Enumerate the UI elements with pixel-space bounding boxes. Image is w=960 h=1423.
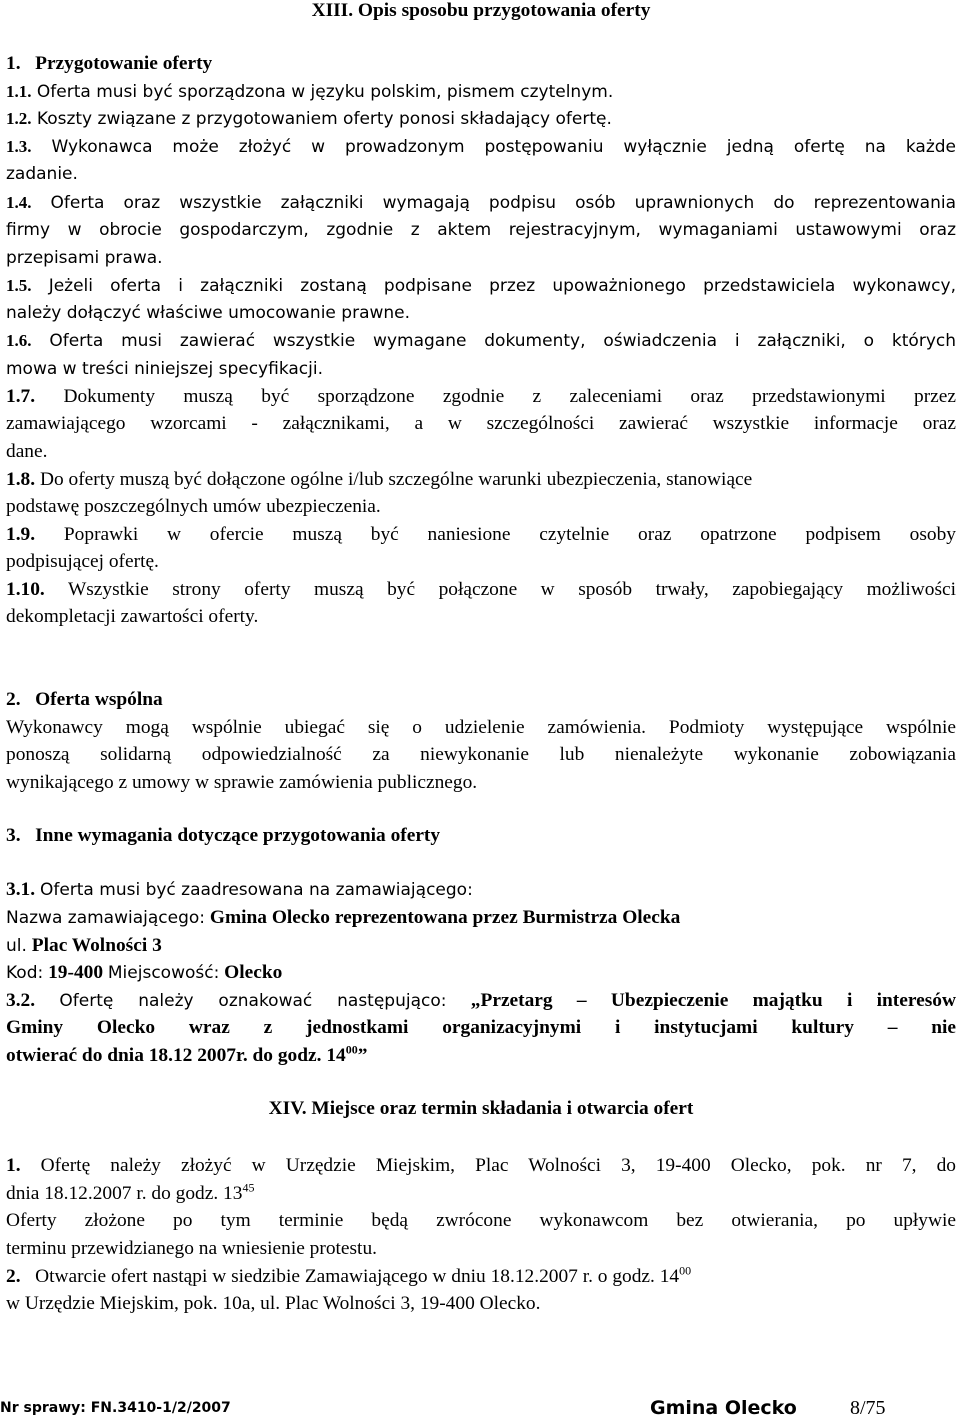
heading-text: Inne wymagania dotyczące przygotowania oferty bbox=[35, 825, 441, 846]
paragraph-1-4-line-1 bbox=[6, 191, 956, 215]
opening-minutes: 00 bbox=[679, 1263, 692, 1278]
case-label: Nr sprawy: bbox=[0, 1400, 86, 1416]
xiv-paragraph-1-line-1 bbox=[6, 1154, 956, 1178]
item-number: 1.1. bbox=[6, 82, 32, 101]
item-number: 1.6. bbox=[6, 331, 32, 350]
item-number: 1.2. bbox=[6, 109, 32, 128]
item-number: 2. bbox=[6, 1266, 21, 1287]
xiv-paragraph-2-line-1 bbox=[6, 1265, 956, 1289]
item-text: Poprawki w ofercie muszą być naniesione czytelnie oraz opatrzone podpisem osoby bbox=[63, 524, 956, 545]
xiv-paragraph-1-line-3: Oferty złożone po tym terminie będą zwrócone wykonawcom bez otwierania, po upływie bbox=[6, 1210, 956, 1231]
closing-quote: ” bbox=[357, 1045, 368, 1066]
xiv-paragraph-2-line-2: w Urzędzie Miejskim, pok. 10a, ul. Plac Wolności 3, 19-400 Olecko. bbox=[6, 1293, 541, 1314]
section-2-heading bbox=[6, 688, 163, 712]
recipient-street-value: Plac Wolności 3 bbox=[31, 935, 162, 956]
paragraph-1-7-line-2: zamawiającego wzorcami - załącznikami, a w szczególności zawierać wszystkie informacje oraz bbox=[6, 413, 956, 434]
section-title-xiii: XIII. Opis sposobu przygotowania oferty bbox=[311, 0, 651, 21]
recipient-name-label: Nazwa zamawiającego: bbox=[6, 908, 206, 928]
item-text: Oferta musi być zaadresowana na zamawiającego: bbox=[39, 880, 473, 900]
heading-number: 3. bbox=[6, 825, 21, 846]
paragraph-1-10-line-1 bbox=[6, 578, 956, 602]
xiv-paragraph-1-line-4: terminu przewidzianego na wniesienie protestu. bbox=[6, 1238, 377, 1259]
item-number: 1.4. bbox=[6, 193, 32, 212]
paragraph-1-8-line-2: podstawę poszczególnych umów ubezpieczenia. bbox=[6, 496, 381, 517]
item-text: Oferta musi być sporządzona w języku polskim, pismem czytelnym. bbox=[36, 82, 614, 102]
paragraph-1-9-line-1 bbox=[6, 523, 956, 547]
item-text: Ofertę należy oznakować następująco: bbox=[59, 991, 447, 1011]
item-text: Ofertę należy złożyć w Urzędzie Miejskim, Plac Wolności 3, 19-400 Olecko, pok. nr 7, do bbox=[40, 1155, 956, 1176]
paragraph-3-1 bbox=[6, 878, 473, 902]
item-number: 3.1. bbox=[6, 879, 36, 900]
paragraph-1-3-line-2: zadanie. bbox=[6, 164, 78, 184]
item-text: Oferta oraz wszystkie załączniki wymagają podpisu osób uprawnionych do reprezentowania bbox=[50, 193, 956, 213]
deadline-minutes: 00 bbox=[345, 1042, 358, 1057]
section-2-line-3: wynikającego z umowy w sprawie zamówienia publicznego. bbox=[6, 772, 478, 793]
paragraph-1-8-line-1 bbox=[6, 468, 956, 492]
section-1-heading bbox=[6, 52, 212, 76]
postal-code-label: Kod: bbox=[6, 963, 44, 983]
paragraph-1-10-line-2: dekompletacji zawartości oferty. bbox=[6, 606, 259, 627]
label-text-bold: „Przetarg – Ubezpieczenie majątku i interesów bbox=[470, 990, 956, 1011]
case-value: FN.3410-1/2/2007 bbox=[90, 1400, 231, 1416]
item-text: Jeżeli oferta i załączniki zostaną podpisane przez upoważnionego przedstawiciela wykonawcy, bbox=[48, 276, 956, 296]
xiv-paragraph-1-line-2 bbox=[6, 1182, 254, 1206]
paragraph-1-5-line-2: należy dołączyć właściwe umocowanie prawne. bbox=[6, 303, 411, 323]
item-text: Dokumenty muszą być sporządzone zgodnie z zaleceniami oraz przedstawionymi przez bbox=[63, 386, 957, 407]
paragraph-1-3-line-1 bbox=[6, 135, 956, 159]
item-number: 1.5. bbox=[6, 276, 32, 295]
paragraph-1-4-line-2: firmy w obrocie gospodarczym, zgodnie z aktem rejestracyjnym, wymaganiami ustawowymi oraz bbox=[6, 220, 956, 240]
item-number: 1.10. bbox=[6, 579, 45, 600]
item-number: 3.2. bbox=[6, 990, 36, 1011]
paragraph-1-7-line-3: dane. bbox=[6, 441, 48, 462]
heading-text: Oferta wspólna bbox=[35, 689, 163, 710]
submission-minutes: 45 bbox=[242, 1180, 255, 1195]
paragraph-1-6-line-1 bbox=[6, 329, 956, 353]
paragraph-3-2-line-2: Gminy Olecko wraz z jednostkami organizacyjnymi i instytucjami kultury – nie bbox=[6, 1017, 956, 1038]
recipient-city-row bbox=[6, 961, 282, 985]
section-2-line-1: Wykonawcy mogą wspólnie ubiegać się o udzielenie zamówienia. Podmioty występujące wspólnie bbox=[6, 717, 956, 738]
item-text: Oferta musi zawierać wszystkie wymagane dokumenty, oświadczenia i załączniki, o których bbox=[49, 331, 956, 351]
item-number: 1. bbox=[6, 1155, 21, 1176]
submission-deadline: dnia 18.12.2007 r. do godz. 13 bbox=[6, 1183, 243, 1204]
section-3-heading bbox=[6, 824, 440, 848]
paragraph-1-7-line-1 bbox=[6, 385, 956, 409]
footer-case-number bbox=[0, 1396, 231, 1420]
paragraph-3-2-line-1 bbox=[6, 989, 956, 1013]
paragraph-1-6-line-2: mowa w treści niniejszej specyfikacji. bbox=[6, 359, 323, 379]
paragraph-1-1 bbox=[6, 80, 613, 104]
item-number: 1.3. bbox=[6, 137, 32, 156]
city-label: Miejscowość: bbox=[107, 963, 220, 983]
deadline-text: otwierać do dnia 18.12 2007r. do godz. 14 bbox=[6, 1045, 346, 1066]
postal-code-value: 19-400 bbox=[48, 962, 104, 983]
city-value: Olecko bbox=[224, 962, 283, 983]
footer-page-number: 8/75 bbox=[850, 1397, 886, 1419]
item-text: Wszystkie strony oferty muszą być połączone w sposób trwały, zapobiegający możliwości bbox=[67, 579, 957, 600]
paragraph-1-5-line-1 bbox=[6, 274, 956, 298]
paragraph-1-9-line-2: podpisującej ofertę. bbox=[6, 551, 159, 572]
recipient-name-value: Gmina Olecko reprezentowana przez Burmistrza Olecka bbox=[209, 907, 681, 928]
item-text: Otwarcie ofert nastąpi w siedzibie Zamawiającego w dniu 18.12.2007 r. o godz. 14 bbox=[35, 1266, 680, 1287]
item-text: Koszty związane z przygotowaniem oferty ponosi składający ofertę. bbox=[36, 109, 612, 129]
item-number: 1.8. bbox=[6, 469, 36, 490]
footer-organization: Gmina Olecko bbox=[650, 1397, 797, 1419]
item-number: 1.7. bbox=[6, 386, 36, 407]
recipient-street-row bbox=[6, 934, 162, 958]
item-text: Wykonawca może złożyć w prowadzonym postępowaniu wyłącznie jedną ofertę na każde bbox=[51, 137, 956, 157]
paragraph-1-2 bbox=[6, 107, 612, 131]
item-text: Do oferty muszą być dołączone ogólne i/lub szczególne warunki ubezpieczenia, stanowiące bbox=[39, 469, 753, 490]
section-2-line-2: ponoszą solidarną odpowiedzialność za niewykonanie lub nienależyte wykonanie zobowiązania bbox=[6, 744, 956, 765]
heading-number: 1. bbox=[6, 53, 21, 74]
heading-number: 2. bbox=[6, 689, 21, 710]
paragraph-3-2-line-3 bbox=[6, 1044, 367, 1068]
section-title-xiv: XIV. Miejsce oraz termin składania i otwarcia ofert bbox=[268, 1098, 694, 1119]
recipient-name-row bbox=[6, 906, 680, 930]
recipient-street-label: ul. bbox=[6, 936, 27, 956]
heading-text: Przygotowanie oferty bbox=[35, 53, 213, 74]
paragraph-1-4-line-3: przepisami prawa. bbox=[6, 248, 163, 268]
item-number: 1.9. bbox=[6, 524, 36, 545]
